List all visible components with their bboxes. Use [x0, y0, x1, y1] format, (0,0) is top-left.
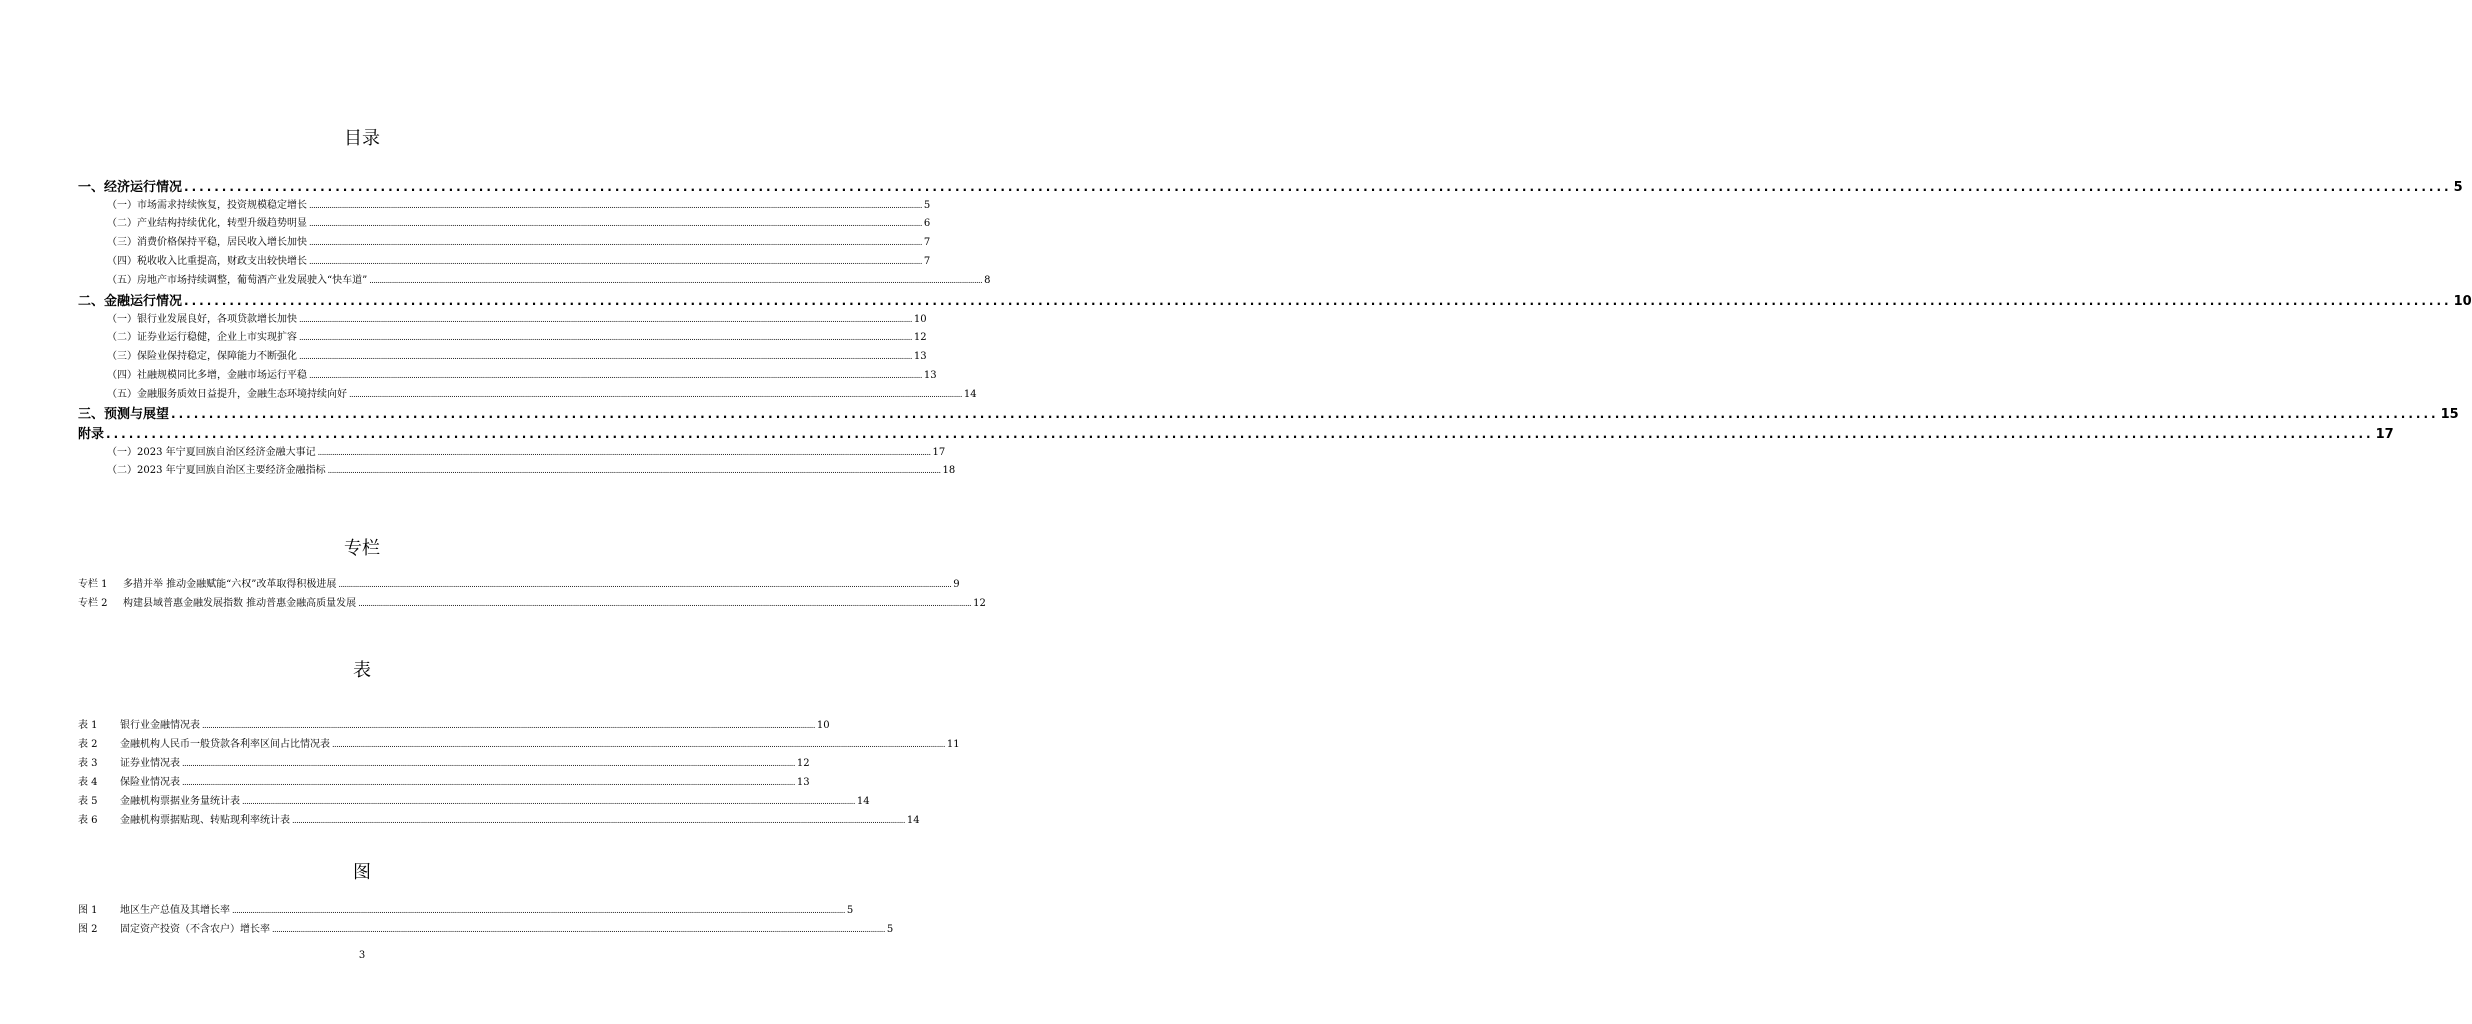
dot-leader: ............................................................................................................................................................................................................................................................................................................ — [182, 759, 795, 768]
dot-leader: ............................................................................................................................................................................................................................................................................................................ — [292, 816, 905, 825]
table-entry-page: 14 — [906, 815, 920, 826]
toc-entry-label: 二、金融运行情况 — [78, 294, 183, 309]
toc-entry-page: 10 — [2453, 294, 2472, 309]
toc-entry[interactable] — [78, 176, 2463, 195]
toc-entry-page: 8 — [984, 275, 991, 286]
table-entry-prefix: 表 5 — [78, 796, 98, 807]
toc-entry[interactable] — [107, 328, 927, 343]
toc-entry-page: 5 — [2453, 180, 2463, 195]
toc-entry-label: （三）消费价格保持平稳，居民收入增长加快 — [107, 237, 307, 248]
toc-entry[interactable] — [107, 252, 931, 267]
table-entry-page: 12 — [796, 758, 810, 769]
dot-leader: ............................................................................................................................................................................................................................................................................................................ — [299, 333, 912, 342]
toc-entry-label: （一）市场需求持续恢复，投资规模稳定增长 — [107, 200, 307, 211]
toc-entry[interactable] — [107, 366, 937, 381]
figure-entry-prefix: 图 2 — [78, 924, 98, 935]
toc-entry[interactable] — [107, 214, 931, 229]
toc-entry[interactable] — [107, 461, 956, 476]
toc-entry[interactable] — [107, 233, 931, 248]
column-entry-page: 12 — [973, 598, 986, 609]
table-entry-label: 证券业情况表 — [120, 758, 180, 769]
toc-entry-page: 17 — [2375, 427, 2394, 442]
figure-entry-page: 5 — [846, 905, 854, 916]
table-entry-label: 金融机构人民币一般贷款各利率区间占比情况表 — [120, 739, 330, 750]
table-entry-label: 金融机构票据贴现、转贴现利率统计表 — [120, 815, 290, 826]
toc-entry[interactable] — [78, 290, 2472, 309]
toc-entry-page: 18 — [942, 465, 956, 476]
toc-entry-label: （二）证券业运行稳健，企业上市实现扩容 — [107, 332, 297, 343]
toc-entry-label: 三、预测与展望 — [78, 407, 170, 422]
column-entry[interactable] — [78, 594, 986, 609]
toc-entry[interactable] — [78, 403, 2459, 422]
toc-entry[interactable] — [107, 196, 931, 211]
toc-entry-page: 12 — [913, 332, 927, 343]
figure-entry[interactable] — [78, 901, 854, 916]
toc-entry-page: 13 — [923, 370, 937, 381]
toc-entry[interactable] — [107, 385, 977, 400]
table-entry[interactable] — [78, 792, 870, 807]
dot-leader: ............................................................................................................................................................................................................................................................................................................ — [338, 580, 952, 589]
dot-leader: ............................................................................................................................................................................................................................................................................................................ — [106, 427, 2374, 441]
column-entry-prefix: 专栏 1 — [78, 579, 108, 590]
dot-leader: ............................................................................................................................................................................................................................................................................................................ — [309, 371, 922, 380]
dot-leader: ............................................................................................................................................................................................................................................................................................................ — [317, 448, 931, 457]
toc-entry-page: 7 — [923, 237, 931, 248]
columns-title: 专栏 — [344, 538, 380, 559]
table-entry-page: 11 — [946, 739, 960, 750]
toc-entry-page: 7 — [923, 256, 931, 267]
table-entry-page: 13 — [796, 777, 810, 788]
dot-leader: ............................................................................................................................................................................................................................................................................................................ — [309, 201, 922, 210]
table-entry-prefix: 表 3 — [78, 758, 98, 769]
figure-entry-page: 5 — [886, 924, 894, 935]
toc-entry-label: 一、经济运行情况 — [78, 180, 183, 195]
dot-leader: ............................................................................................................................................................................................................................................................................................................ — [184, 180, 2452, 194]
toc-entry-label: （五）金融服务质效日益提升，金融生态环境持续向好 — [107, 389, 347, 400]
toc-entry[interactable] — [107, 271, 991, 286]
table-entry-prefix: 表 4 — [78, 777, 98, 788]
toc-entry[interactable] — [107, 347, 927, 362]
table-entry[interactable] — [78, 773, 810, 788]
figure-entry-label: 地区生产总值及其增长率 — [120, 905, 230, 916]
dot-leader: ............................................................................................................................................................................................................................................................................................................ — [309, 257, 922, 266]
dot-leader: ............................................................................................................................................................................................................................................................................................................ — [182, 778, 795, 787]
toc-entry-label: 附录 — [78, 427, 105, 442]
dot-leader: ............................................................................................................................................................................................................................................................................................................ — [332, 740, 945, 749]
figure-entry[interactable] — [78, 920, 894, 935]
column-entry-page: 9 — [953, 579, 960, 590]
table-entry-prefix: 表 1 — [78, 720, 98, 731]
table-entry-label: 金融机构票据业务量统计表 — [120, 796, 240, 807]
toc-entry-page: 15 — [2440, 407, 2459, 422]
dot-leader: ............................................................................................................................................................................................................................................................................................................ — [171, 407, 2439, 421]
toc-entry-label: （四）社融规模同比多增，金融市场运行平稳 — [107, 370, 307, 381]
dot-leader: ............................................................................................................................................................................................................................................................................................................ — [309, 219, 922, 228]
toc-entry-page: 13 — [913, 351, 927, 362]
table-entry[interactable] — [78, 735, 960, 750]
dot-leader: ............................................................................................................................................................................................................................................................................................................ — [202, 721, 815, 730]
toc-entry-page: 6 — [923, 218, 931, 229]
column-entry-label: 构建县域普惠金融发展指数 推动普惠金融高质量发展 — [123, 598, 357, 609]
dot-leader: ............................................................................................................................................................................................................................................................................................................ — [358, 599, 972, 608]
figure-entry-label: 固定资产投资（不含农户）增长率 — [120, 924, 270, 935]
dot-leader: ............................................................................................................................................................................................................................................................................................................ — [369, 276, 983, 285]
toc-entry-label: （二）产业结构持续优化，转型升级趋势明显 — [107, 218, 307, 229]
toc-entry-page: 5 — [923, 200, 931, 211]
toc-entry-label: （三）保险业保持稳定，保障能力不断强化 — [107, 351, 297, 362]
figure-entry-prefix: 图 1 — [78, 905, 98, 916]
toc-title: 目录 — [344, 128, 380, 149]
column-entry-label: 多措并举 推动金融赋能“六权”改革取得积极进展 — [123, 579, 337, 590]
dot-leader: ............................................................................................................................................................................................................................................................................................................ — [232, 906, 845, 915]
table-entry-page: 10 — [816, 720, 830, 731]
toc-entry[interactable] — [107, 443, 946, 458]
table-entry-label: 银行业金融情况表 — [120, 720, 200, 731]
toc-entry-label: （五）房地产市场持续调整，葡萄酒产业发展驶入“快车道” — [107, 275, 368, 286]
table-entry[interactable] — [78, 716, 830, 731]
column-entry[interactable] — [78, 575, 960, 590]
toc-entry-page: 14 — [963, 389, 977, 400]
table-entry-label: 保险业情况表 — [120, 777, 180, 788]
dot-leader: ............................................................................................................................................................................................................................................................................................................ — [299, 352, 912, 361]
page-number: 3 — [358, 950, 366, 961]
dot-leader: ............................................................................................................................................................................................................................................................................................................ — [349, 390, 962, 399]
toc-entry[interactable] — [78, 423, 2394, 442]
dot-leader: ............................................................................................................................................................................................................................................................................................................ — [327, 466, 941, 475]
toc-entry-label: （二）2023 年宁夏回族自治区主要经济金融指标 — [107, 465, 326, 476]
toc-entry[interactable] — [107, 310, 927, 325]
table-entry-page: 14 — [856, 796, 870, 807]
toc-entry-label: （四）税收收入比重提高，财政支出较快增长 — [107, 256, 307, 267]
dot-leader: ............................................................................................................................................................................................................................................................................................................ — [184, 294, 2452, 308]
figures-title: 图 — [353, 862, 371, 883]
table-entry-prefix: 表 6 — [78, 815, 98, 826]
toc-entry-label: （一）2023 年宁夏回族自治区经济金融大事记 — [107, 447, 316, 458]
toc-entry-label: （一）银行业发展良好，各项贷款增长加快 — [107, 314, 297, 325]
dot-leader: ............................................................................................................................................................................................................................................................................................................ — [242, 797, 855, 806]
table-entry[interactable] — [78, 811, 920, 826]
toc-entry-page: 10 — [913, 314, 927, 325]
toc-entry-page: 17 — [932, 447, 946, 458]
dot-leader: ............................................................................................................................................................................................................................................................................................................ — [272, 925, 885, 934]
column-entry-prefix: 专栏 2 — [78, 598, 108, 609]
table-entry[interactable] — [78, 754, 810, 769]
tables-title: 表 — [353, 660, 371, 681]
dot-leader: ............................................................................................................................................................................................................................................................................................................ — [309, 238, 922, 247]
dot-leader: ............................................................................................................................................................................................................................................................................................................ — [299, 315, 912, 324]
table-entry-prefix: 表 2 — [78, 739, 98, 750]
